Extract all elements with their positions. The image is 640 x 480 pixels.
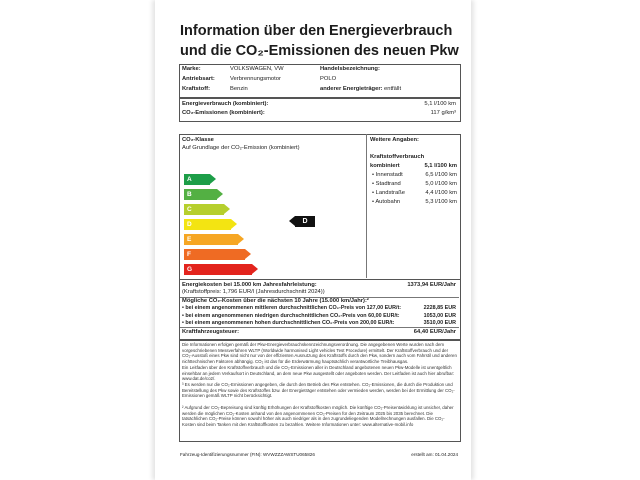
co2-class-bar-tip bbox=[245, 249, 251, 259]
co2-value: 117 g/km³ bbox=[430, 110, 456, 116]
kraftstoff-label: Kraftstoff: bbox=[182, 86, 211, 92]
co2-class-bar-tip bbox=[238, 234, 244, 244]
energiekosten-value: 1373,94 EUR/Jahr bbox=[407, 282, 456, 288]
co2-box-divider bbox=[366, 134, 367, 278]
anderer-label: anderer Energieträger: bbox=[320, 86, 383, 92]
consumption-row-label: • Innenstadt bbox=[372, 172, 403, 178]
marke-value: VOLKSWAGEN, VW bbox=[230, 66, 284, 72]
footnote-1: Die Informationen erfolgen gemäß der Pkw-Energieverbrauchskennzeichnungsverordnung. Die angegebenen Werte wurden nach dem vorgeschriebenen Messverfahren WLTP (Worldwide harmonised Light vehicles Test Procedure) ermittelt. Der Kraftstoffverbrauch und der CO₂-Ausstoß eines Pkw sind nicht nur von der effizienten Ausnutzung des Kraftstoffs durch den Pkw, sondern auch vom Fahrstil und anderen nichttechnischen Faktoren abhängig. CO₂ ist das für die Erderwärmung hauptsächlich verantwortliche Treibhausgas. bbox=[182, 342, 457, 364]
co2-label: CO₂-Emissionen (kombiniert): bbox=[182, 110, 265, 116]
footnote-2: Ein Leitfaden über den Kraftstoffverbrauch und die CO₂-Emissionen aller in Deutschland angebotenen neuen Pkw-Modelle ist unentgeltlich einsehbar an jedem Verkaufsort in Deutschland, an dem neue Pkw ausgestellt oder angeboten werden. Der Leitfaden ist auch hier abrufbar: www.dat.de/co2/. bbox=[182, 365, 455, 382]
co2-class-letter: F bbox=[187, 251, 191, 258]
kraftstoffpreis-label: (Kraftstoffpreis: 1,796 EUR/l (Jahresdurchschnitt 2024)) bbox=[182, 289, 325, 295]
co2-class-bar-body bbox=[184, 264, 252, 275]
consumption-row-value: 5,3 l/100 km bbox=[425, 199, 457, 205]
co2-class-bar-tip bbox=[210, 174, 216, 184]
antrieb-value: Verbrennungsmotor bbox=[230, 76, 281, 82]
kraftstoffverbrauch-heading: Kraftstoffverbrauch bbox=[370, 154, 425, 160]
co2-class-bar-tip bbox=[252, 264, 258, 274]
co2-cost-row-value: 2228,85 EUR bbox=[423, 305, 456, 311]
kombiniert-label: kombiniert bbox=[370, 163, 400, 169]
co2-class-heading: CO₂-Klasse bbox=[182, 137, 214, 143]
steuer-value: 64,40 EUR/Jahr bbox=[413, 329, 456, 335]
page-title bbox=[180, 21, 459, 61]
consumption-row-label: • Landstraße bbox=[372, 190, 405, 196]
consumption-row-value: 6,5 l/100 km bbox=[425, 172, 457, 178]
title-line-1: Information über den Energieverbrauch bbox=[180, 23, 453, 39]
co2-class-bar-body bbox=[184, 234, 238, 245]
co2-class-letter: D bbox=[187, 221, 192, 228]
consumption-row-label: • Stadtrand bbox=[372, 181, 401, 187]
kraftstoff-value: Benzin bbox=[230, 86, 248, 92]
co2-cost-row-label: • bei einem angenommenen mittleren durchschnittlichen CO₂-Preis von 127,00 EUR/t: bbox=[182, 305, 402, 311]
kombiniert-value: 5,1 l/100 km bbox=[424, 163, 457, 169]
co2-class-letter: E bbox=[187, 236, 192, 243]
footnote-4: ² Aufgrund der CO₂-Bepreisung sind künftig Erhöhungen der Kraftstoffkosten möglich. Die künftige CO₂-Preisentwicklung ist unsicher, daher werden die möglichen CO₂-Kosten anhand von den angenommenen CO₂-Preisen für den Zeitraum 2025 bis 2035 berechnet. Die tatsächlichen CO₂-Preise können sowohl höher als auch niedriger als in den zugrundeliegenden Modellrechnungen ausfallen. Die CO₂-Kosten sind beim Tanken mit den Kraftstoffkosten zu bezahlen. Weitere Informationen unter: www.alternative-mobil.info bbox=[182, 405, 454, 427]
co2-class-bar-tip bbox=[231, 219, 237, 229]
current-class-letter: D bbox=[295, 216, 315, 227]
steuer-label: Kraftfahrzeugsteuer: bbox=[182, 329, 240, 335]
co2-class-letter: G bbox=[187, 266, 193, 273]
energie-label: Energieverbrauch (kombiniert): bbox=[182, 101, 269, 107]
consumption-row-value: 5,0 l/100 km bbox=[425, 181, 457, 187]
costs-divider-2 bbox=[180, 327, 459, 328]
co2-cost-row-label: • bei einem angenommenen niedrigen durchschnittlichen CO₂-Preis von 60,00 EUR/t: bbox=[182, 312, 400, 319]
energiekosten-label: Energiekosten bei 15.000 km Jahresfahrleistung: bbox=[182, 282, 317, 288]
moegliche-label: Mögliche CO₂-Kosten über die nächsten 10 Jahre (15.000 km/Jahr):² bbox=[182, 298, 369, 304]
fin-label: Fahrzeug-Identifizierungsnummer (FIN): WVWZZZAWSTU065826 bbox=[180, 452, 315, 457]
consumption-row-label: • Autobahn bbox=[372, 199, 401, 205]
co2-cost-row-value: 3510,00 EUR bbox=[423, 320, 456, 326]
co2-class-bar-tip bbox=[224, 204, 230, 214]
co2-class-letter: B bbox=[187, 191, 192, 198]
co2-class-letter: C bbox=[187, 206, 192, 213]
title-line-2: und die CO₂-Emissionen des neuen Pkw bbox=[180, 43, 459, 59]
handel-value: POLO bbox=[320, 76, 337, 82]
footnote-3: ³ Es werden nur die CO₂-Emissionen angegeben, die durch den Betrieb des Pkw entstehen. CO₂-Emissionen, die durch die Produktion und Bereitstellung des Pkw sowie des Kraftstoffes bzw. der Energieträger entstehen oder vermieden werden, werden bei der Ermittlung der CO₂-Emissionen gemäß WLTP nicht berücksichtigt. bbox=[182, 382, 455, 399]
anderer-value: entfällt bbox=[384, 86, 402, 92]
consumption-row-value: 4,4 l/100 km bbox=[425, 190, 457, 196]
antrieb-label: Antriebsart: bbox=[182, 76, 215, 82]
co2-class-bar-tip bbox=[217, 189, 223, 199]
energie-value: 5,1 l/100 km bbox=[424, 101, 456, 107]
co2-class-subheading: Auf Grundlage der CO₂-Emission (kombiniert) bbox=[182, 145, 300, 151]
co2-cost-row-label: • bei einem angenommenen hohen durchschnittlichen CO₂-Preis von 200,00 EUR/t: bbox=[182, 320, 395, 326]
weitere-heading: Weitere Angaben: bbox=[370, 137, 419, 143]
co2-class-letter: A bbox=[187, 176, 192, 183]
marke-label: Marke: bbox=[182, 66, 201, 72]
handel-label: Handelsbezeichnung: bbox=[320, 66, 380, 72]
created-date: erstellt am: 01.04.2024 bbox=[411, 452, 458, 457]
co2-class-bar-body bbox=[184, 249, 245, 260]
co2-cost-row-value: 1053,00 EUR bbox=[423, 312, 456, 319]
